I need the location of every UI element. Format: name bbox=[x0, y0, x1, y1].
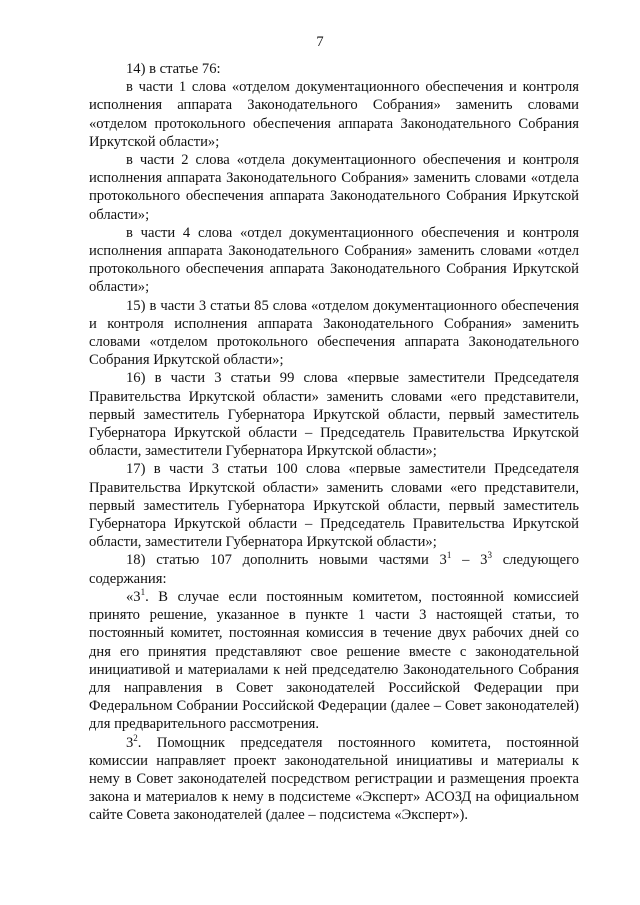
p19-after: . В случае если постоянным комитетом, постоянной комиссией принято решение, указанное в пункте 1 части 3 настоящей статьи, то постоянный комитет, постоянная комиссия в течение двух рабочих дней со дня его принятия представляют свое решение вместе с законодательной инициативой и материалами к ней председателю Законодательного Собрания для направления в Совет законодателей Российской Федерации при Федеральном Собрании Российской Федерации (далее – Совет законодателей) для предварительного рассмотрения. bbox=[89, 588, 579, 733]
paragraph-part-3-2 bbox=[89, 734, 579, 825]
p20-before: 3 bbox=[126, 734, 134, 751]
paragraph-item-18 bbox=[89, 551, 579, 587]
p19-sup: 1 bbox=[140, 586, 146, 597]
p18-after: следующего содержания: bbox=[89, 552, 580, 587]
paragraph-part-3-1 bbox=[89, 588, 579, 734]
p18-dash: – 3 bbox=[451, 552, 488, 569]
paragraph-part-1: в части 1 слова «отделом документационного обеспечения и контроля исполнения аппарата Законодательного Собрания» заменить словами «отделом протокольного обеспечения аппарата Законодательного Собрания Иркутской области»; bbox=[89, 79, 579, 150]
paragraph-item-16: 16) в части 3 статьи 99 слова «первые заместители Председателя Правительства Иркутской области» заменить словами «его представители, первый заместитель Губернатора Иркутской области, первый заместитель Губернатора Иркутской области – Председатель Правительства Иркутской области, заместители Губернатора Иркутской области»; bbox=[89, 370, 579, 460]
p18-sup1: 1 bbox=[446, 550, 452, 561]
p20-sup: 2 bbox=[133, 732, 138, 743]
paragraph-item-15: 15) в части 3 статьи 85 слова «отделом документационного обеспечения и контроля исполнения аппарата Законодательного Собрания» заменить словами «отделом протокольного обеспечения аппарата Законодательного Собрания Иркутской области»; bbox=[89, 297, 579, 369]
p18-before: 18) статью 107 дополнить новыми частями 3 bbox=[126, 552, 447, 569]
paragraph-part-4: в части 4 слова «отдел документационного обеспечения и контроля исполнения аппарата Законодательного Собрания» заменить словами «отдел протокольного обеспечения аппарата Законодательного Собрания Иркутской области»; bbox=[89, 224, 579, 296]
p19-before: «3 bbox=[126, 588, 141, 605]
paragraph-item-14: 14) в статье 76: bbox=[126, 61, 221, 77]
paragraph-part-2: в части 2 слова «отдела документационного обеспечения и контроля исполнения аппарата Законодательного Собрания» заменить словами «отдела протокольного обеспечения аппарата Законодательного Собрания Иркутской области»; bbox=[89, 152, 579, 223]
paragraph-item-17: 17) в части 3 статьи 100 слова «первые заместители Председателя Правительства Иркутской области» заменить словами «его представители, первый заместитель Губернатора Иркутской области, первый заместитель Губернатора Иркутской области – Председатель Правительства Иркутской области, заместители Губернатора Иркутской области»; bbox=[89, 461, 579, 551]
document-body bbox=[89, 60, 579, 825]
p18-sup2: 3 bbox=[487, 550, 492, 561]
p20-after: . Помощник председателя постоянного комитета, постоянной комиссии направляет проект законодательной инициативы и материалы к нему в Совет законодателей посредством регистрации и размещения проекта закона и материалов к нему в подсистеме «Эксперт» АСОЗД на официальном сайте Совета законодателей (далее – подсистема «Эксперт»). bbox=[89, 734, 579, 824]
page-number: 7 bbox=[316, 34, 324, 50]
